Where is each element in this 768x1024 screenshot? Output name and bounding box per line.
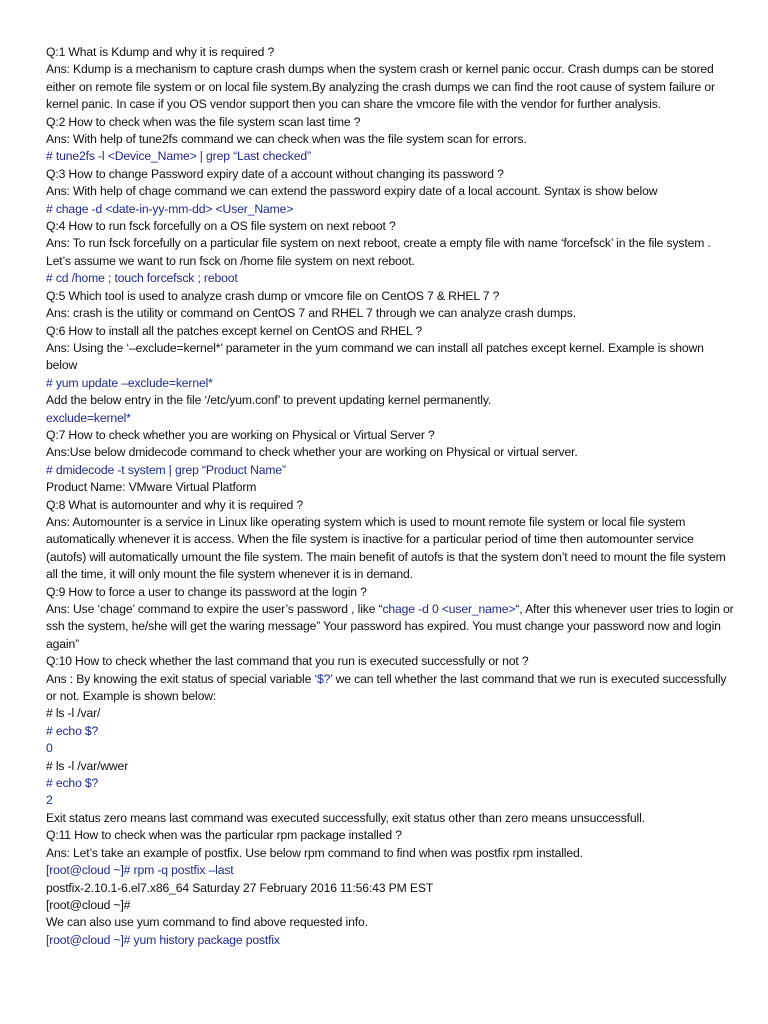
q9-answer-command: chage -d 0 <user_name>	[382, 602, 516, 616]
q7-command: # dmidecode -t system | grep “Product Name”	[46, 462, 286, 477]
q7-answer: Ans:Use below dmidecode command to check whether your are working on Physical or virtual server.	[46, 445, 578, 460]
q10-answer	[46, 671, 736, 706]
q8-question: Q:8 What is automounter and why it is required ?	[46, 497, 303, 512]
q8-answer: Ans: Automounter is a service in Linux like operating system which is used to mount remote file system or local file system automatically whenever it is access. When the file system is inactive for a particular period of time then automounter service (autofs) will automatically umount the file system. The main benefit of autofs is that the system don’t need to mount the file system all the time, it will only mount the file system whenever it is in demand.	[46, 514, 726, 582]
q2-answer: Ans: With help of tune2fs command we can check when was the file system scan for errors.	[46, 132, 527, 147]
q4-command: # cd /home ; touch forcefsck ; reboot	[46, 271, 238, 286]
q10-summary: Exit status zero means last command was executed successfully, exit status other than zero means unsuccessfull.	[46, 810, 645, 825]
q11-command: [root@cloud ~]# rpm -q postfix –last	[46, 863, 234, 878]
q10-answer-variable: $?	[317, 671, 331, 686]
q6-note: Add the below entry in the file ‘/etc/yum.conf’ to prevent updating kernel permanently.	[46, 393, 492, 408]
q10-question: Q:10 How to check whether the last command that you run is executed successfully or not ?	[46, 654, 529, 669]
q6-command: # yum update –exclude=kernel*	[46, 375, 213, 390]
q9-question: Q:9 How to force a user to change its password at the login ?	[46, 584, 367, 599]
q6-entry: exclude=kernel*	[46, 410, 131, 425]
q6-question: Q:6 How to install all the patches except kernel on CentOS and RHEL ?	[46, 323, 423, 338]
q6-answer: Ans: Using the ‘–exclude=kernel*’ parameter in the yum command we can install all patches except kernel. Example is shown below	[46, 340, 704, 373]
q5-answer: Ans: crash is the utility or command on CentOS 7 and RHEL 7 through we can analyze crash dumps.	[46, 306, 576, 321]
q2-question: Q:2 How to check when was the file system scan last time ?	[46, 114, 361, 129]
q7-question: Q:7 How to check whether you are working on Physical or Virtual Server ?	[46, 427, 435, 442]
q7-output: Product Name: VMware Virtual Platform	[46, 480, 257, 495]
q10-line-2: # echo $?	[46, 723, 99, 738]
q2-command: # tune2fs -l <Device_Name> | grep “Last checked”	[46, 149, 311, 164]
q11-question: Q:11 How to check when was the particular rpm package installed ?	[46, 828, 402, 843]
q4-question: Q:4 How to run fsck forcefully on a OS file system on next reboot ?	[46, 219, 396, 234]
q10-line-5: # echo $?	[46, 776, 99, 791]
q4-answer: Ans: To run fsck forcefully on a particular file system on next reboot, create a empty file with name ‘forcefsck’ in the file system . Let’s assume we want to run fsck on /home file system on next reboot.	[46, 236, 711, 268]
q9-answer	[46, 601, 736, 653]
q10-answer-post: ’ we can tell whether the last command that we run is executed successfully or not. Example is shown below:	[46, 671, 727, 704]
q11-command-2: [root@cloud ~]# yum history package postfix	[46, 932, 280, 947]
q9-answer-pre: Ans: Use ‘chage’ command to expire the user’s password , like “	[46, 602, 383, 616]
q3-question: Q:3 How to change Password expiry date of a account without changing its password ?	[46, 166, 504, 181]
q10-answer-pre: Ans : By knowing the exit status of special variable ‘	[46, 671, 317, 686]
q5-question: Q:5 Which tool is used to analyze crash dump or vmcore file on CentOS 7 & RHEL 7 ?	[46, 288, 500, 303]
q11-output: postfix-2.10.1-6.el7.x86_64 Saturday 27 February 2016 11:56:43 PM EST	[46, 880, 434, 895]
q10-line-1: # ls -l /var/	[46, 706, 101, 721]
q10-line-4: # ls -l /var/wwer	[46, 758, 129, 773]
q9-answer-post: “, After this whenever user tries to login or ssh the system, he/she will get the waring message” Your password has expired. You must change your password now and login again”	[46, 602, 734, 651]
q10-line-6: 2	[46, 793, 53, 808]
q1-question: Q:1 What is Kdump and why it is required ?	[46, 45, 275, 59]
q11-prompt: [root@cloud ~]#	[46, 897, 131, 912]
document-body	[46, 44, 736, 949]
q3-command: # chage -d <date-in-yy-mm-dd> <User_Name>	[46, 201, 294, 216]
q10-line-3: 0	[46, 741, 53, 756]
q3-answer: Ans: With help of chage command we can extend the password expiry date of a local account. Syntax is show below	[46, 184, 658, 199]
q1-answer: Ans: Kdump is a mechanism to capture crash dumps when the system crash or kernel panic occur. Crash dumps can be stored either on remote file system or on local file system.By analyzing the crash dumps we can find the root cause of system failure or kernel panic. In case if you OS vendor support then you can share the vmcore file with the vendor for further analysis.	[46, 62, 715, 112]
q11-answer: Ans: Let’s take an example of postfix. Use below rpm command to find when was postfix rpm installed.	[46, 845, 583, 860]
q11-note: We can also use yum command to find above requested info.	[46, 915, 368, 930]
